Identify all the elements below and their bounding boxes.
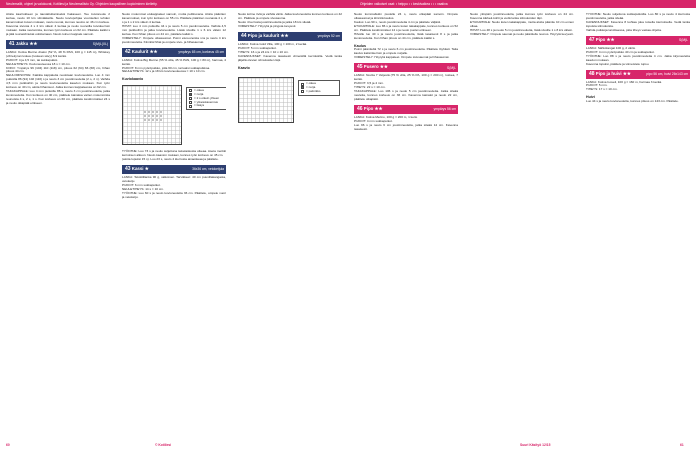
paragraph: Kavenna sivusta 4 s 2 krs välein 4 kertaa ja neulo reunoilla kuviokerroin mukaan. Jatka neulomista, kunnes työn korkeus on 62 cm. Päättele kaikki s ja jätä reunasilmukat odottamaan. Neulo toinen kappale samoin. (6, 23, 110, 36)
section-header-45 (354, 63, 458, 72)
paragraph: TIHEYS: 16 s ja 24 krs = 10 x 10 cm. (238, 49, 289, 54)
section-number: 44 (241, 33, 247, 40)
section-sizes: S(M)L(XL) (92, 42, 108, 47)
section-sizes: S(M)L (679, 38, 688, 43)
legend-swatch (301, 86, 304, 89)
subsection-label: Huivi (586, 95, 595, 100)
section-number: 48 (589, 70, 595, 77)
page-number-left: 60 (6, 442, 10, 447)
paragraph: KAVENNUKSET: Kavenna 8 kohtaa joka toisella kierroksella. Vedä lanka lopuista silmukoista. (586, 19, 690, 28)
paragraph: TAKAKAPPALE: Luo 4 mm puikoille 86 s, neulo 3 cm joustinneuletta, jatka kuvioneuletta. Kun korkeus on 40 cm, päättele kainaloa varten molemmista reunoista 4 s, 2 s, 1 s. Kun korkeus on 60 cm, päättele keskimmäiset 24 s ja neulo olkapäät erikseen. (6, 89, 110, 106)
legend-text: = palmikko (306, 88, 321, 93)
paragraph: VIIMEISTELY: Höyrytä ja pingota kevyesti. (238, 23, 297, 28)
paragraph: TIHEYS: 17 s = 10 cm. (586, 87, 618, 92)
column-2 (122, 13, 226, 436)
section-title: Pipo ja huivi (595, 70, 622, 76)
paragraph: LANKA: Kotiva Gold Villa, 100 g = 100 m, 2 kerää. (238, 41, 307, 46)
paragraph: LANKA: Sähkölangat 100 g, 2 väriä. (586, 45, 636, 50)
paragraph: TIHEYS: 22 s = 10 cm. (354, 84, 386, 89)
chart-grid (238, 77, 294, 123)
left-page (6, 13, 342, 436)
purl-block (143, 110, 163, 122)
section-sizes: ympärys 65 cm, korkeus 45 cm (178, 50, 224, 55)
difficulty-stars: ★★ (622, 70, 631, 76)
banner-right-text: Ohjeiden valkoiset osat: • helppo • • keskivaikea • • • vaativa (360, 2, 448, 6)
legend-swatch (189, 89, 192, 92)
legend-text: = nurja (194, 91, 204, 96)
paragraph: PUIKOT: 4 mm pyöröpuikko 40 cm ja sukkapuikot. (586, 49, 655, 54)
chart-legend (298, 80, 340, 95)
difficulty-stars: ★★ (374, 106, 383, 112)
paragraph: PUIKOT: 4 mm sukkapuikot. (354, 118, 393, 123)
section-header-48 (586, 70, 690, 79)
paragraph: Neulo 4 kerrosta joustinneuletta ja jatka 18 krs sileää. (238, 19, 312, 24)
banner-left-text: Neulemallit, ohjeet ja valokuvat, Kotiliesi ja Neulemallisto Oy. Ohjeiden kaupallinen kopioiminen kielletty. (6, 2, 158, 6)
paragraph: NEULETIHEYS: Kuvioneuleessa 18 s = 10 cm. (6, 61, 71, 66)
paragraph: Kavenna lopuksi, päättele ja viimeistele tupsu. (586, 61, 650, 66)
difficulty-stars: ★★ (379, 64, 388, 70)
paragraph: NEULETIHEYS: 14 s = 10 cm. (122, 186, 164, 191)
paragraph: ETUKAPPALE: Neulo kuten takakappale, mutta aloita pääntie 10 cm ennen olkaa. (470, 19, 574, 28)
paragraph: TYÖOHJE: Luo 73 s ja neulo suljettuna taivelaskosta oikeaa. Aseta merkki kerroksen alkuun. Neulo kaavion mukaan, kunnes työn korkeus on 45 cm. (122, 149, 226, 157)
column-4 (354, 13, 458, 436)
paragraph: LANKA: Kotiva Merino, 100 g = 200 m, 1 kerä. (354, 114, 418, 119)
section-sizes: ympärys 56 cm (433, 107, 456, 112)
paragraph: PUIKOT: 3,5 ja 4 mm. (354, 81, 384, 86)
paragraph: NEULOMISOHJE: Kaikkia kappaleita neulotaan kuvioneuletta. Luo 4 mm puikoilla 86 (94) 102 (110) s ja neulo 3 cm joustinneuletta (2 o, 2 n). Vaihda 4,5 mm puikkoihin ja neulo kuvioneuletta kaavion mukaan. Kun työn korkeus on 40 cm, aloita hihansuut. Jatka kunnes kappaleessa on 62 cm. (6, 73, 110, 90)
legend-swatch (189, 101, 192, 104)
paragraph: PUIKOT: 6 mm sukkapuikot. (122, 182, 161, 187)
legend-swatch (189, 105, 192, 108)
paragraph: PUIKOT: 8 mm pyöröpuikko, jolla 60 cm, tai kaksi sukkapuikkoa. (122, 65, 211, 70)
difficulty-stars: ★★ (29, 41, 38, 47)
paragraph: Vaihda puikkoja tarvittaessa, jotta tiheys vastaa ohjetta. (586, 27, 662, 32)
section-number: 42 (125, 48, 131, 55)
paragraph: Kaulus: Luo 90 s, neulo joustinneuletta 4 cm ja päättele väljästi. (354, 19, 442, 24)
legend-text: = lisäys (194, 103, 205, 108)
section-header-44 (238, 32, 342, 41)
paragraph: LANKA: Novita 7 Veljestä (75 % villa, 25 % PA, 100 g = 200 m), ruskea, 7 kerää. (354, 73, 458, 82)
column-5 (470, 13, 574, 436)
chart-title: Kaavio (238, 65, 250, 70)
paragraph: KOKO: Ympärys 96 (104) 110 (118) cm, pituus 62 (64) 66 (68) cm, hihan pituus 44 cm. (6, 65, 110, 74)
top-banner (0, 0, 696, 8)
knitting-chart (122, 85, 226, 147)
paragraph: LANKA: Tekstiililanka 90 g, valkoinen. Tarvikkeet: 40 cm puuvillakangasta, vetoketju. (122, 174, 226, 183)
legend-swatch (301, 90, 304, 93)
section-header-42 (122, 48, 226, 57)
column-3 (238, 13, 342, 436)
right-page (354, 13, 690, 436)
page-number-right: 61 (680, 442, 684, 447)
chart-title: Kuviokaavio (122, 77, 144, 82)
paragraph: TYÖOHJE: Neulo suljettuna sukkapuikoilla. Luo 80 s ja neulo 4 kierrosta joustinneuletta, jatka sileää. (586, 13, 690, 20)
legend-item (301, 90, 337, 94)
knitting-chart-2 (238, 72, 342, 127)
section-title: Pusero (363, 64, 379, 70)
section-number: 41 (9, 41, 15, 48)
footer-center: © Kotiliesi (155, 442, 172, 447)
paragraph: Aloita kaarrokkeen ja taustaliuttamiseksi hakaseen. Tee kuvioneule 2 kertaa, neulo 10 krs silmäkkeille. Neulo kuviopohjaa vuorotellen tehden kavennukset kuvan mukaan, neulo reunat, kunnes neulos on 46 cm korkea. (6, 13, 110, 24)
legend-text: = 2 s oikein yhteen (194, 95, 220, 100)
legend-text: = nurja (306, 85, 316, 89)
paragraph: VIIMEISTELY: Ompele olkasaumat. Poimi etureunoista s:ia ja neulo 4 krs joustinneuletta. Kiinnitä hihat ja ompele sivu- ja hihasaumat. (122, 35, 226, 44)
section-number: 46 (357, 106, 363, 113)
paragraph: Poimi pääntieltä 72 s ja neulo 6 cm joustinneuletta. Päättele löyhästi. Taita kaulus kaksinkerroin ja ompele nurjalle. (354, 47, 458, 56)
section-title: Pipo ja kaulurit (247, 33, 280, 39)
legend-swatch (301, 83, 304, 86)
paragraph: Neulo kolme riviä ja vaihda väriä. Jatka kuvioneuletta kunnes korkeus on 42 cm. Päättele ja ompele sivusauma. (238, 13, 342, 20)
legend-text: = oikea (306, 81, 316, 86)
section-sizes: ympärys 52 cm (317, 34, 340, 39)
section-header-43 (122, 165, 226, 174)
section-title: Jakku (15, 41, 29, 47)
section-sizes: S(M)L (447, 65, 456, 70)
difficulty-stars: ★★ (606, 37, 615, 43)
section-number: 45 (357, 64, 363, 71)
section-title: Kaulurit (131, 48, 149, 54)
paragraph: KAVENNUKSET: Kavenna tasaisesti viimeisillä kerroksilla. Vedä lanka jäljellä olevien silmukoiden läpi. (238, 53, 342, 62)
paragraph: NEULETIHEYS: 12 s ja 18 krs kuvioneuleessa = 10 x 10 cm. (122, 69, 206, 74)
chart-legend (186, 87, 226, 110)
section-title: Pipo (595, 37, 606, 43)
section-number: 43 (125, 166, 131, 173)
section-sizes: pipo 56 cm, huivi 26x143 cm (646, 71, 688, 76)
column-6 (586, 13, 690, 436)
paragraph: TYÖOHJE: Luo 88 s ja neulo joustinneuletta 4 cm. Jatka kirjoneuletta kaavion mukaan. (586, 53, 690, 62)
paragraph: ETUKAPPALE: Luo 86 s ja neulo kuten takakappale, kunnes korkeus on 52 cm. Päättele keskimmäiset 14 s ja neulo puolet erikseen. (354, 23, 458, 32)
difficulty-stars: ★★ (280, 33, 289, 39)
legend-swatch (189, 93, 192, 96)
paragraph: Luo 44 s ja neulo kuvioneuletta, kunnes pituus on 143 cm. Päättele. (586, 98, 679, 103)
paragraph: PUIKOT: 5 mm. (586, 83, 608, 88)
paragraph: (aloita lopuksi 15 s). Luo 23 s, neulo 4 kierrosta ainaoikeaa ja päättele. (122, 156, 219, 161)
paragraph: Luo 96 s ja neulo 6 cm joustinneuletta, jatka sileää 14 cm. Kavenna tasaisesti. (354, 122, 458, 131)
column-1 (6, 13, 110, 436)
paragraph: LANKA: Kotiva Isoveli, 100 g = 160 m, harmaa 3 kerää. (586, 79, 662, 84)
difficulty-stars: ★ (144, 166, 149, 172)
section-header-41 (6, 40, 110, 49)
legend-swatch (189, 97, 192, 100)
section-header-47 (586, 36, 690, 45)
section-title: Pipo (363, 106, 374, 112)
subsection-label: Kaulus (354, 43, 366, 48)
legend-item (189, 104, 225, 108)
paragraph: Neulo ylöspäin joustinneuletta, jatka kunnes työn korkeus on 24 cm. Kavenna kärkeä kohti ja vedä lanka silmukoiden läpi. (470, 13, 574, 20)
paragraph: VIIMEISTELY: Ompele saumat ja neulo pääntielle reunus. Höyrytä kevyesti. (470, 31, 574, 36)
paragraph: PUIKOT: 4 ja 4,5 mm, tai sukkapuikot. (6, 57, 59, 62)
paragraph: LANKA: Kotiva Merino dralon (52 %, 48 % PAN, 100 g = 115 m), Whiskey (vihreä) tai ruskea (ruskean sävy) 8-9 kerää. (6, 49, 110, 58)
paragraph: Hihoille luo 40 s ja neulo joustinneuletta, lisää tasaisesti 8 s ja jatka kuvioneuletta. Kun hihan pituus on 44 cm, päättele kaikki s. (354, 31, 458, 40)
paragraph: LANKA: Kotiva Big Merino (55 % villa, 45 % PAN, 100 g = 80 m), harmaa, 4 kerää. (122, 57, 226, 66)
section-sizes: 36x36 cm, vetoketjula (192, 167, 224, 172)
legend-text: = ylivetokavennus (194, 99, 218, 104)
paragraph: TYÖOHJE: Luo 60 s ja neulo kuvioneuletta 36 cm. Päättele, ompele vuori ja vetoketju. (122, 190, 226, 199)
difficulty-stars: ★★ (149, 48, 158, 54)
paragraph: VIIMEISTELY: Höyrytä kappaleet. Ompele sivusaumat ja hihasaumat. (354, 55, 450, 60)
legend-text: = oikea (194, 88, 204, 93)
paragraph: TAKAKAPPALE: Luo 106 s ja neulo 5 cm joustinneuletta. Jatka sileää neuletta, kunnes korkeus on 36 cm. Kavenna kainalot ja neulo 22 cm, päättele olkapäät. (354, 88, 458, 101)
paragraph: HIHAT: Luo 4 mm puikoille 44 s ja neulo 5 cm joustinneuletta. Vaihda 4,5 mm puikkoihin ja jatka kuvioneuletta. Lisää sivuille 1 s 6 krs välein 12 kertaa. Kun hihan pituus on 44 cm, päättele kaikki s. (122, 23, 226, 36)
section-title: Kassi (131, 166, 144, 172)
paragraph: Neulo kummallekin puolelle 24 s, neulo olkapäät samoin. Ompele olkasaumat ja kiinnitä kaulus. (354, 13, 458, 20)
chart-grid (122, 85, 182, 145)
footer-magazine: Suuri Käsityö 12/15 (520, 442, 551, 447)
section-number: 47 (589, 37, 595, 44)
paragraph: Neulo molemmat etukappaleet samoin, mutta peilikuvana. Aloita pääntien kavennukset, kun työn korkeus on 55 cm. Päättele pääntien reunasta 4 s, 2 s ja 1 s 2 krs välein 4 kertaa. (122, 13, 226, 24)
paragraph: HIHAT: Luo 48 s ja neulo 5 cm joustinneuletta, lisää sivuille 1 s 8 krs välein. (470, 27, 573, 32)
paragraph: PUIKOT: 5 mm sukkapuikot. (238, 45, 277, 50)
section-header-46 (354, 105, 458, 114)
